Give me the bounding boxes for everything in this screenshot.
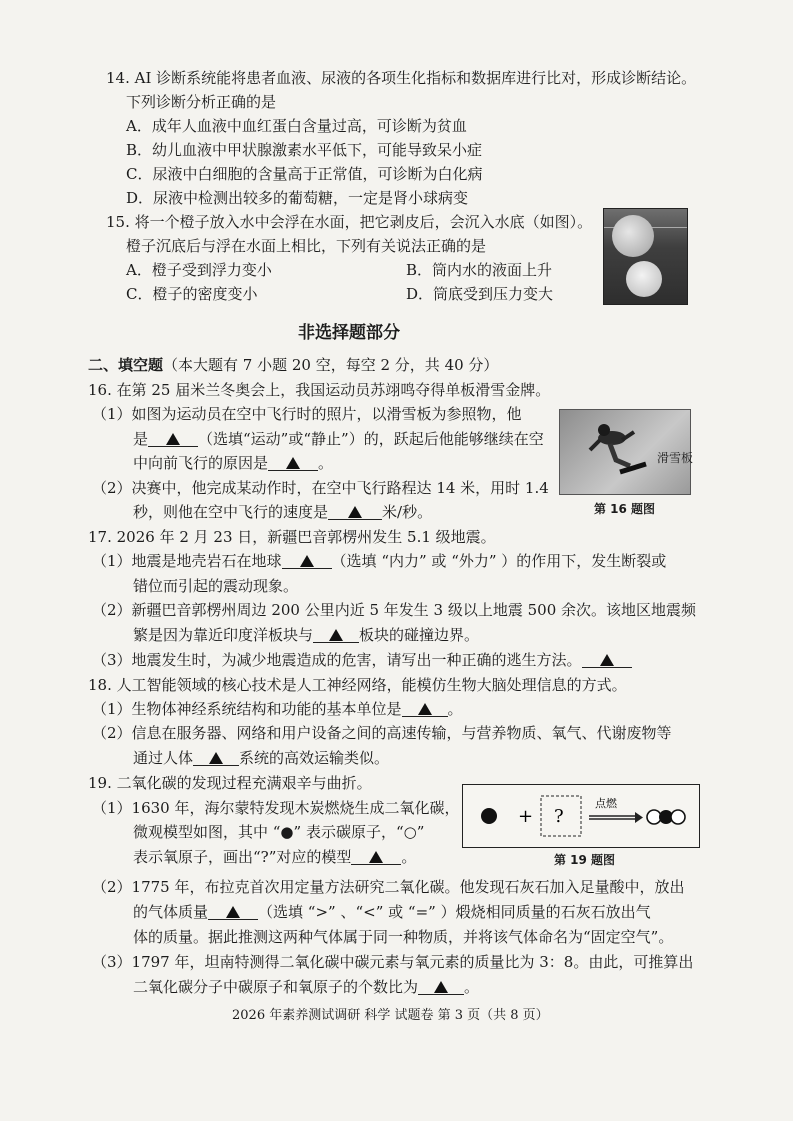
triangle-icon xyxy=(329,629,343,641)
q15-option-d: D．筒底受到压力变大 xyxy=(406,285,554,303)
q18-part2-text: 通过人体 xyxy=(133,749,194,767)
q19-stem: 19. 二氧化碳的发现过程充满艰辛与曲折。 xyxy=(88,774,372,792)
q18-part2-line2 xyxy=(133,748,389,768)
q19-part2-line2 xyxy=(133,902,651,922)
q15-option-a: A．橙子受到浮力变小 xyxy=(126,261,272,279)
q17-part2-line2 xyxy=(133,625,479,645)
triangle-icon xyxy=(600,654,614,666)
q17-part2-line1: （2）新疆巴音郭楞州周边 200 公里内近 5 年发生 3 级以上地震 500 余次。该地区地震频 xyxy=(92,601,697,619)
q19-part1-text: 表示氧原子，画出“?”对应的模型 xyxy=(133,848,352,866)
q16-part1-text: 是 xyxy=(133,430,149,448)
q18-part1-text: （1）生物体神经系统结构和功能的基本单位是 xyxy=(92,700,402,718)
q19-part3-text: 二氧化碳分子中碳原子和氧原子的个数比为 xyxy=(133,978,419,996)
section2-heading xyxy=(88,355,498,375)
q14-option-b: B．幼儿血液中甲状腺激素水平低下，可能导致呆小症 xyxy=(126,141,483,159)
triangle-icon xyxy=(300,555,314,567)
q17-part2-text: 繁是因为靠近印度洋板块与 xyxy=(133,626,314,644)
q16-part1-line1: （1）如图为运动员在空中飞行时的照片，以滑雪板为参照物，他 xyxy=(92,405,522,423)
q16-part2-text: 秒，则他在空中飞行的速度是 xyxy=(133,503,329,521)
triangle-icon xyxy=(418,703,432,715)
q14-stem: 14. AI 诊断系统能将患者血液、尿液的各项生化指标和数据库进行比对，形成诊断结论。 xyxy=(106,69,697,87)
q15-stem-cont: 橙子沉底后与浮在水面上相比，下列有关说法正确的是 xyxy=(126,237,487,255)
answer-blank[interactable] xyxy=(582,650,632,668)
q19-part1-text: 。 xyxy=(401,848,417,866)
question-mark: ? xyxy=(554,806,564,827)
triangle-icon xyxy=(348,506,362,518)
answer-blank[interactable] xyxy=(193,748,239,766)
triangle-icon xyxy=(166,433,180,445)
q19-part1-line2: 微观模型如图，其中 “●” 表示碳原子，“○” xyxy=(133,823,425,841)
q19-part1-line1: （1）1630 年，海尔蒙特发现木炭燃烧生成二氧化碳， xyxy=(92,799,460,817)
answer-blank[interactable] xyxy=(328,502,382,520)
q16-part1-text: 中向前飞行的原因是 xyxy=(133,454,269,472)
q18-stem: 18. 人工智能领域的核心技术是人工神经网络，能模仿生物大脑处理信息的方式。 xyxy=(88,676,627,694)
section-title: 非选择题部分 xyxy=(298,323,400,343)
arrow-head-icon xyxy=(635,812,643,823)
q17-part1-text: （选填 “内力” 或 “外力” ）的作用下，发生断裂或 xyxy=(331,552,667,570)
q18-part1-text: 。 xyxy=(447,700,463,718)
q17-part1-text: （1）地震是地壳岩石在地球 xyxy=(92,552,282,570)
q16-part1-text: 。 xyxy=(318,454,334,472)
plus-sign: + xyxy=(518,806,534,827)
q14-option-a: A．成年人血液中血红蛋白含量过高，可诊断为贫血 xyxy=(126,117,467,135)
q19-part3-line1: （3）1797 年，坦南特测得二氧化碳中碳元素与氧元素的质量比为 3：8。由此，可推算出 xyxy=(92,953,694,971)
section2-title: 二、填空题 xyxy=(88,356,164,374)
q19-part2-text: （选填 “>” 、“<” 或 “=” ）煅烧相同质量的石灰石放出气 xyxy=(258,903,651,921)
q16-part2-line2 xyxy=(133,502,432,522)
triangle-icon xyxy=(369,851,383,863)
q15-option-c: C．橙子的密度变小 xyxy=(126,285,258,303)
triangle-icon xyxy=(434,981,448,993)
q14-option-c: C．尿液中白细胞的含量高于正常值，可诊断为白化病 xyxy=(126,165,483,183)
q19-caption: 第 19 题图 xyxy=(554,853,616,867)
answer-blank[interactable] xyxy=(313,625,359,643)
page-footer: 2026 年素养测试调研 科学 试题卷 第 3 页（共 8 页） xyxy=(232,1008,549,1023)
q16-part2-text: 米/秒。 xyxy=(382,503,433,521)
q19-part3-line2 xyxy=(133,977,479,997)
q16-part1-line3 xyxy=(133,453,333,473)
oxygen-atom-icon xyxy=(671,810,685,824)
reaction-diagram xyxy=(462,784,700,848)
q16-caption: 第 16 题图 xyxy=(594,502,656,516)
q17-part1-line1 xyxy=(92,551,666,571)
q16-stem: 16. 在第 25 届米兰冬奥会上，我国运动员苏翊鸣夺得单板滑雪金牌。 xyxy=(88,381,551,399)
q16-part1-text: （选填“运动”或“静止”）的，跃起后他能够继续在空 xyxy=(198,430,544,448)
triangle-icon xyxy=(286,457,300,469)
q14-option-d: D．尿液中检测出较多的葡萄糖，一定是肾小球病变 xyxy=(126,189,469,207)
q19-part2-text: 的气体质量 xyxy=(133,903,209,921)
q17-part2-text: 板块的碰撞边界。 xyxy=(359,626,480,644)
q17-stem: 17. 2026 年 2 月 23 日，新疆巴音郭楞州发生 5.1 级地震。 xyxy=(88,528,496,546)
q15-stem: 15. 将一个橙子放入水中会浮在水面，把它剥皮后，会沉入水底（如图）。 xyxy=(106,213,593,231)
answer-blank[interactable] xyxy=(351,847,401,865)
answer-blank[interactable] xyxy=(148,429,198,447)
triangle-icon xyxy=(226,906,240,918)
q19-part2-line3: 体的质量。据此推测这两种气体属于同一种物质，并将该气体命名为“固定空气”。 xyxy=(133,928,674,946)
q17-part3-text: （3）地震发生时，为减少地震造成的危害，请写出一种正确的逃生方法。 xyxy=(92,651,582,669)
ignite-label: 点燃 xyxy=(595,797,617,810)
answer-blank[interactable] xyxy=(418,977,464,995)
q19-part1-line3 xyxy=(133,847,416,867)
orange-in-water-photo xyxy=(603,208,688,305)
carbon-atom-icon xyxy=(481,808,497,824)
snowboard-label: 滑雪板 xyxy=(657,451,694,465)
triangle-icon xyxy=(209,752,223,764)
answer-blank[interactable] xyxy=(208,902,258,920)
answer-blank[interactable] xyxy=(268,453,318,471)
reaction-diagram-svg xyxy=(463,785,699,847)
q15-option-b: B．筒内水的液面上升 xyxy=(406,261,553,279)
q18-part2-text: 系统的高效运输类似。 xyxy=(239,749,390,767)
answer-blank[interactable] xyxy=(402,699,448,717)
q18-part2-line1: （2）信息在服务器、网络和用户设备之间的高速传输，与营养物质、氧气、代谢废物等 xyxy=(92,724,672,742)
q17-part3 xyxy=(92,650,632,670)
q16-part1-line2 xyxy=(133,429,544,449)
section2-note: （本大题有 7 小题 20 空，每空 2 分，共 40 分） xyxy=(163,356,499,374)
q18-part1 xyxy=(92,699,463,719)
q16-part2-line1: （2）决赛中，他完成某动作时，在空中飞行路程达 14 米，用时 1.4 xyxy=(92,479,549,497)
oxygen-atom-icon xyxy=(647,810,661,824)
q17-part1-line2: 错位而引起的震动现象。 xyxy=(133,577,299,595)
q19-part3-text: 。 xyxy=(464,978,480,996)
q19-part2-line1: （2）1775 年，布拉克首次用定量方法研究二氧化碳。他发现石灰石加入足量酸中，放出 xyxy=(92,878,685,896)
q14-stem-cont: 下列诊断分析正确的是 xyxy=(126,93,277,111)
answer-blank[interactable] xyxy=(282,551,332,569)
